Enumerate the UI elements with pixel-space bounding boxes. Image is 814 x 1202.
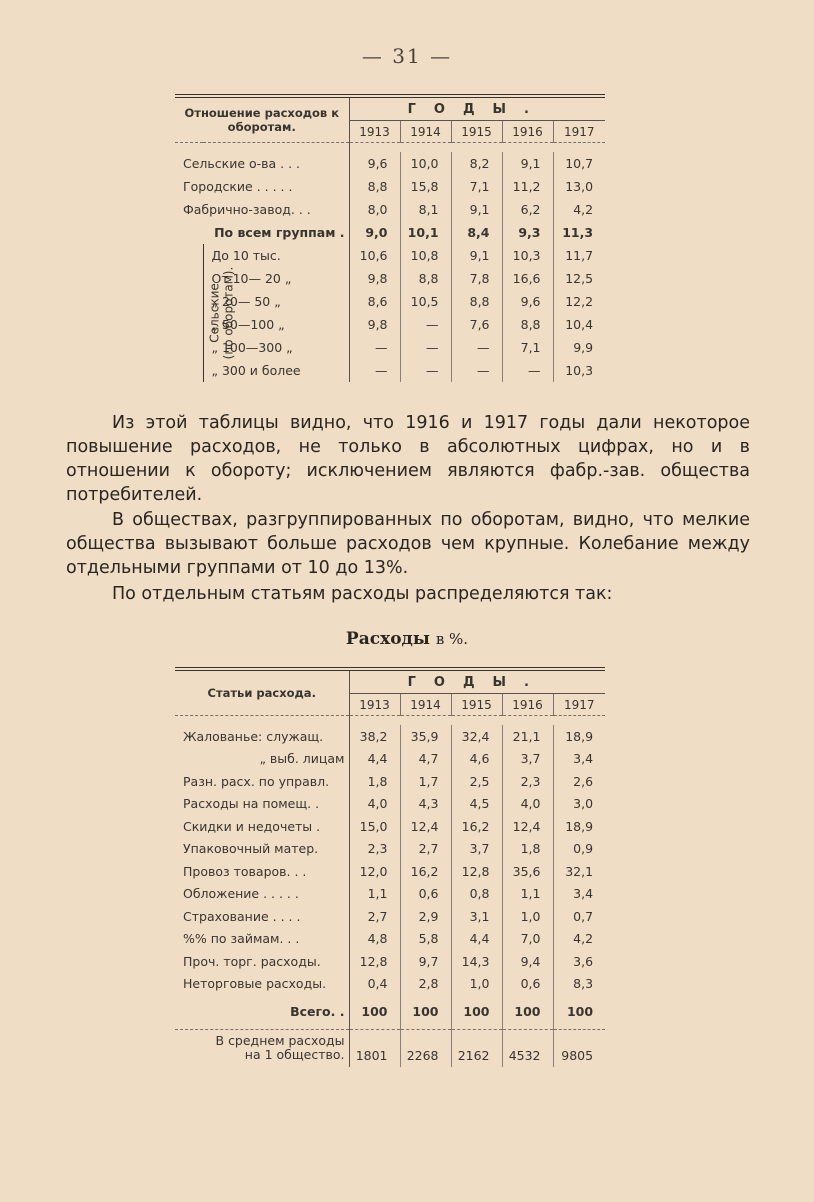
row-label: %% по займам. . . — [175, 928, 349, 951]
value-cell: 7,8 — [451, 267, 502, 290]
value-cell: 2,3 — [502, 770, 553, 793]
value-cell: 3,0 — [573, 796, 594, 812]
expense-ratio-table — [175, 94, 605, 382]
row-label: Жалованье: служащ. — [175, 725, 349, 748]
table-row — [175, 950, 605, 973]
side-group-label — [175, 244, 236, 382]
value-cell: 12,2 — [565, 294, 594, 309]
value-cell: 3,4 — [573, 886, 594, 902]
row-label: Страхование . . . . — [175, 905, 349, 928]
value-cell: 2,7 — [349, 905, 400, 928]
table1-year: 1914 — [400, 121, 451, 143]
table-row — [175, 973, 605, 996]
table-row — [175, 221, 605, 244]
row-label: „ 300 и более — [203, 359, 349, 382]
table-row — [175, 748, 605, 771]
value-cell: 12,4 — [502, 815, 553, 838]
value-cell: 100 — [451, 995, 502, 1029]
value-cell: 12,4 — [400, 815, 451, 838]
value-cell: — — [400, 359, 451, 382]
table1-body — [175, 152, 605, 382]
value-cell: 1,7 — [400, 770, 451, 793]
value-cell: 9,9 — [573, 340, 594, 355]
value-cell: 3,1 — [451, 905, 502, 928]
value-cell: 100 — [349, 995, 400, 1029]
table-row — [175, 152, 605, 175]
value-cell: 1,8 — [349, 770, 400, 793]
value-cell: 2,8 — [400, 973, 451, 996]
table1-years-header: ГОДЫ. — [349, 96, 605, 121]
page-number: — 31 — — [361, 44, 453, 68]
value-cell: 12,8 — [349, 950, 400, 973]
table2-year: 1916 — [502, 694, 553, 716]
value-cell: 9,6 — [349, 152, 400, 175]
value-cell: 16,6 — [502, 267, 553, 290]
value-cell: 9,4 — [502, 950, 553, 973]
value-cell: 10,4 — [565, 317, 594, 332]
row-label: Сельские о-ва . . . — [175, 152, 349, 175]
row-label: Всего. . — [175, 995, 349, 1029]
value-cell: 4,8 — [349, 928, 400, 951]
value-cell: 18,9 — [565, 728, 594, 744]
row-label: Неторговые расходы. — [175, 973, 349, 996]
table-row — [175, 905, 605, 928]
row-label: „ выб. лицам — [175, 748, 349, 771]
row-label: Городские . . . . . — [175, 175, 349, 198]
table1-year: 1915 — [451, 121, 502, 143]
side-group-label-text — [207, 267, 235, 360]
average-label-line2: на 1 общество. — [244, 1047, 345, 1063]
average-value: 2162 — [451, 1029, 502, 1067]
table2-year: 1913 — [349, 694, 400, 716]
value-cell: 1,1 — [502, 883, 553, 906]
value-cell: 4,0 — [349, 793, 400, 816]
table1-caption: Отношение расходов к оборотам. — [175, 96, 349, 143]
value-cell: 0,6 — [502, 973, 553, 996]
value-cell: — — [349, 359, 400, 382]
table-row — [175, 770, 605, 793]
row-label: Проч. торг. расходы. — [175, 950, 349, 973]
value-cell: 9,8 — [349, 313, 400, 336]
value-cell: 0,7 — [573, 908, 594, 924]
value-cell: 4,2 — [573, 931, 594, 947]
value-cell: 5,8 — [400, 928, 451, 951]
value-cell: 3,6 — [573, 953, 594, 969]
table-row — [175, 838, 605, 861]
table2-title-text: Расходы — [345, 629, 430, 649]
value-cell: 11,3 — [562, 225, 594, 240]
value-cell: 9,8 — [349, 267, 400, 290]
value-cell: 0,4 — [349, 973, 400, 996]
average-value: 9805 — [561, 1048, 594, 1063]
value-cell: — — [400, 313, 451, 336]
value-cell: 12,8 — [451, 860, 502, 883]
value-cell: 12,5 — [565, 271, 594, 286]
table-row — [175, 290, 605, 313]
value-cell: 7,1 — [502, 336, 553, 359]
row-label: До 10 тыс. — [203, 244, 349, 267]
row-label: „ 50—100 „ — [203, 313, 349, 336]
table-row — [175, 725, 605, 748]
value-cell: 16,2 — [451, 815, 502, 838]
value-cell: 8,3 — [573, 976, 594, 992]
value-cell: 10,1 — [400, 221, 451, 244]
value-cell: 2,6 — [573, 773, 594, 789]
value-cell: 35,6 — [502, 860, 553, 883]
value-cell: 10,8 — [400, 244, 451, 267]
value-cell: 32,1 — [565, 863, 594, 879]
side-label-line1: Сельские — [207, 283, 222, 343]
table2-body — [175, 725, 605, 1067]
value-cell: 1,1 — [349, 883, 400, 906]
value-cell: 8,4 — [451, 221, 502, 244]
table-row — [175, 175, 605, 198]
value-cell: 10,7 — [565, 156, 594, 171]
value-cell: 2,7 — [400, 838, 451, 861]
value-cell: 35,9 — [400, 725, 451, 748]
paragraph-1: Из этой таблицы видно, что 1916 и 1917 годы дали некоторое повышение расходов, не только в абсолютных цифрах, но и в отношении к обороту; исключением являются фабр.-зав. общества потребителей. — [66, 413, 750, 505]
value-cell: 7,6 — [451, 313, 502, 336]
value-cell: 32,4 — [451, 725, 502, 748]
row-label: Расходы на помещ. . — [175, 793, 349, 816]
row-label: „ 100—300 „ — [203, 336, 349, 359]
value-cell: 2,5 — [451, 770, 502, 793]
value-cell: 3,7 — [502, 748, 553, 771]
value-cell: 9,1 — [502, 152, 553, 175]
value-cell: 14,3 — [451, 950, 502, 973]
value-cell: 7,1 — [451, 175, 502, 198]
table2-title-unit: в %. — [435, 630, 469, 648]
value-cell: 15,8 — [400, 175, 451, 198]
value-cell: 10,6 — [349, 244, 400, 267]
table2-year: 1917 — [564, 697, 595, 712]
table-row — [175, 336, 605, 359]
value-cell: 13,0 — [565, 179, 594, 194]
value-cell: 7,0 — [502, 928, 553, 951]
value-cell: 100 — [566, 1004, 594, 1020]
row-label: Фабрично-завод. . . — [175, 198, 349, 221]
table-row — [175, 995, 605, 1029]
row-label: „ 20— 50 „ — [203, 290, 349, 313]
value-cell: 8,1 — [400, 198, 451, 221]
table-row — [175, 198, 605, 221]
row-label: Скидки и недочеты . — [175, 815, 349, 838]
table1-year: 1916 — [502, 121, 553, 143]
paragraph-2: В обществах, разгруппированных по оборотам, видно, что мелкие общества вызывают больше расходов чем крупные. Колебание между отдельными группами от 10 до 13%. — [66, 510, 750, 578]
value-cell: 100 — [400, 995, 451, 1029]
value-cell: 1,8 — [502, 838, 553, 861]
average-value: 1801 — [349, 1029, 400, 1067]
value-cell: 10,3 — [565, 363, 594, 378]
value-cell: 1,0 — [451, 973, 502, 996]
value-cell: 21,1 — [502, 725, 553, 748]
value-cell: — — [400, 336, 451, 359]
value-cell: 9,7 — [400, 950, 451, 973]
value-cell: 18,9 — [565, 818, 594, 834]
value-cell: 4,3 — [400, 793, 451, 816]
table2-years-header: ГОДЫ. — [349, 669, 605, 694]
value-cell: 8,8 — [400, 267, 451, 290]
value-cell: 10,5 — [400, 290, 451, 313]
value-cell: 4,2 — [573, 202, 594, 217]
value-cell: 4,7 — [400, 748, 451, 771]
average-row — [175, 1029, 605, 1067]
value-cell: 9,3 — [502, 221, 553, 244]
value-cell: 8,2 — [451, 152, 502, 175]
expense-items-table — [175, 667, 605, 1067]
value-cell: 4,6 — [451, 748, 502, 771]
table-row — [175, 793, 605, 816]
value-cell: 15,0 — [349, 815, 400, 838]
value-cell: — — [451, 336, 502, 359]
value-cell: 8,8 — [451, 290, 502, 313]
table-row — [175, 928, 605, 951]
table1-year: 1917 — [564, 124, 595, 139]
value-cell: 8,8 — [502, 313, 553, 336]
table-row — [175, 815, 605, 838]
table2-title — [0, 629, 814, 649]
value-cell: 3,7 — [451, 838, 502, 861]
side-label-line2: (по оборотам). — [221, 266, 236, 360]
value-cell: 38,2 — [349, 725, 400, 748]
average-value: 2268 — [400, 1029, 451, 1067]
average-value: 4532 — [502, 1029, 553, 1067]
value-cell: 8,0 — [349, 198, 400, 221]
table-row — [175, 313, 605, 336]
value-cell: 4,5 — [451, 793, 502, 816]
value-cell: 4,0 — [502, 793, 553, 816]
table2-year: 1915 — [451, 694, 502, 716]
value-cell: — — [451, 359, 502, 382]
value-cell: 6,2 — [502, 198, 553, 221]
value-cell: 8,8 — [349, 175, 400, 198]
row-label: От 10— 20 „ — [203, 267, 349, 290]
value-cell: 10,0 — [400, 152, 451, 175]
value-cell: 3,4 — [573, 751, 594, 767]
value-cell: — — [349, 336, 400, 359]
value-cell: 9,0 — [349, 221, 400, 244]
paragraph-3: По отдельным статьям расходы распределяются так: — [112, 584, 613, 604]
value-cell: 8,6 — [349, 290, 400, 313]
table2-caption: Статьи расхода. — [175, 669, 349, 716]
value-cell: 9,1 — [451, 198, 502, 221]
value-cell: 9,6 — [502, 290, 553, 313]
value-cell: 11,2 — [502, 175, 553, 198]
value-cell: 1,0 — [502, 905, 553, 928]
value-cell: 11,7 — [565, 248, 594, 263]
value-cell: 0,9 — [573, 841, 594, 857]
value-cell: — — [502, 359, 553, 382]
table-row — [175, 860, 605, 883]
table1-year: 1913 — [349, 121, 400, 143]
value-cell: 9,1 — [451, 244, 502, 267]
value-cell: 100 — [502, 995, 553, 1029]
row-label: Упаковочный матер. — [175, 838, 349, 861]
value-cell: 2,9 — [400, 905, 451, 928]
row-label: Провоз товаров. . . — [175, 860, 349, 883]
value-cell: 2,3 — [349, 838, 400, 861]
value-cell: 12,0 — [349, 860, 400, 883]
average-label — [175, 1029, 349, 1067]
value-cell: 0,8 — [451, 883, 502, 906]
row-label: Разн. расх. по управл. — [175, 770, 349, 793]
table-row — [175, 359, 605, 382]
table-row — [175, 267, 605, 290]
table-row — [175, 883, 605, 906]
table-row — [175, 244, 605, 267]
value-cell: 4,4 — [349, 748, 400, 771]
average-label-line1: В среднем расходы — [215, 1033, 345, 1049]
value-cell: 16,2 — [400, 860, 451, 883]
table2-year: 1914 — [400, 694, 451, 716]
value-cell: 0,6 — [400, 883, 451, 906]
row-label: Обложение . . . . . — [175, 883, 349, 906]
value-cell: 4,4 — [451, 928, 502, 951]
value-cell: 10,3 — [502, 244, 553, 267]
row-label: По всем группам . — [175, 221, 349, 244]
